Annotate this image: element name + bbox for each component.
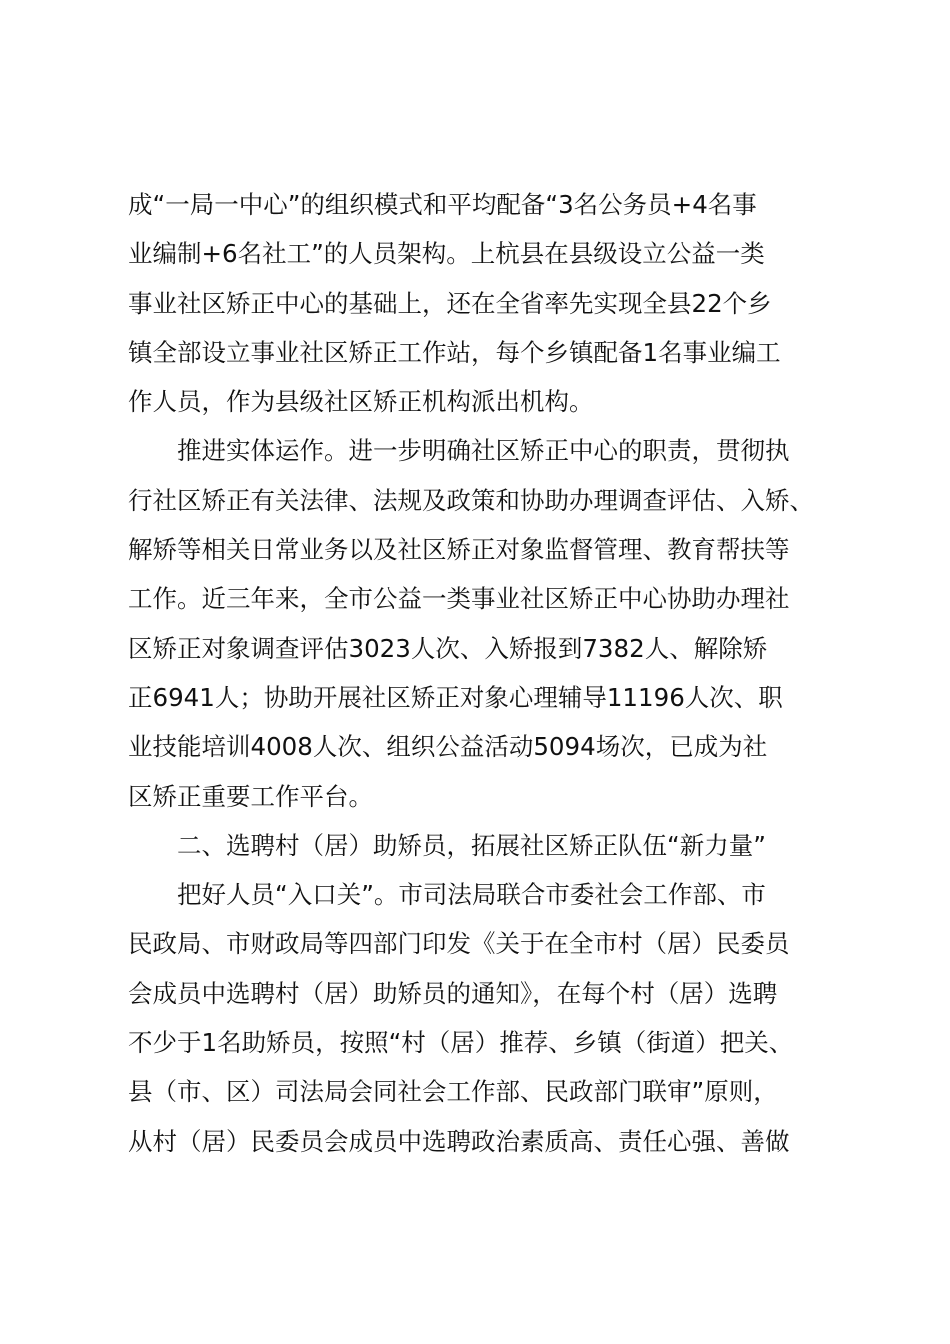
text-line: 区矫正对象调查评估3023人次、入矫报到7382人、解除矫	[128, 633, 768, 663]
text-line: 解矫等相关日常业务以及社区矫正对象监督管理、教育帮扶等	[128, 535, 790, 565]
text-line: 成“一局一中心”的组织模式和平均配备“3名公务员+4名事	[128, 190, 757, 219]
text-line: 不少于1名助矫员，按照“村（居）推荐、乡镇（街道）把关、	[128, 1028, 794, 1058]
text-line: 业编制+6名社工”的人员架构。上杭县在县级设立公益一类	[128, 239, 765, 269]
text-line: 工作。近三年来，全市公益一类事业社区矫正中心协助办理社	[128, 584, 790, 614]
text-line: 民政局、市财政局等四部门印发《关于在全市村（居）民委员	[128, 929, 790, 959]
heading-line: 二、选聘村（居）助矫员，拓展社区矫正队伍“新力量”	[177, 830, 766, 860]
text-line: 镇全部设立事业社区矫正工作站，每个乡镇配备1名事业编工	[128, 337, 781, 367]
paragraph-1	[128, 180, 838, 426]
text-line: 行社区矫正有关法律、法规及政策和协助办理调查评估、入矫、	[128, 485, 814, 515]
text-line: 区矫正重要工作平台。	[128, 781, 373, 811]
paragraph-2	[128, 426, 838, 820]
text-line: 推进实体运作。进一步明确社区矫正中心的职责，贯彻执	[177, 436, 790, 466]
paragraph-3	[128, 870, 838, 1166]
text-line: 正6941人；协助开展社区矫正对象心理辅导11196人次、职	[128, 682, 783, 712]
text-line: 县（市、区）司法局会同社会工作部、民政部门联审”原则，	[128, 1077, 778, 1107]
body-text	[128, 180, 838, 1166]
section-heading	[128, 821, 838, 870]
text-line: 从村（居）民委员会成员中选聘政治素质高、责任心强、善做	[128, 1126, 790, 1156]
text-line: 业技能培训4008人次、组织公益活动5094场次，已成为社	[128, 732, 768, 762]
text-line: 会成员中选聘村（居）助矫员的通知》，在每个村（居）选聘	[128, 978, 778, 1008]
text-line: 事业社区矫正中心的基础上，还在全省率先实现全县22个乡	[128, 288, 772, 318]
text-line: 把好人员“入口关”。市司法局联合市委社会工作部、市	[177, 880, 766, 910]
text-line: 作人员，作为县级社区矫正机构派出机构。	[128, 387, 594, 417]
